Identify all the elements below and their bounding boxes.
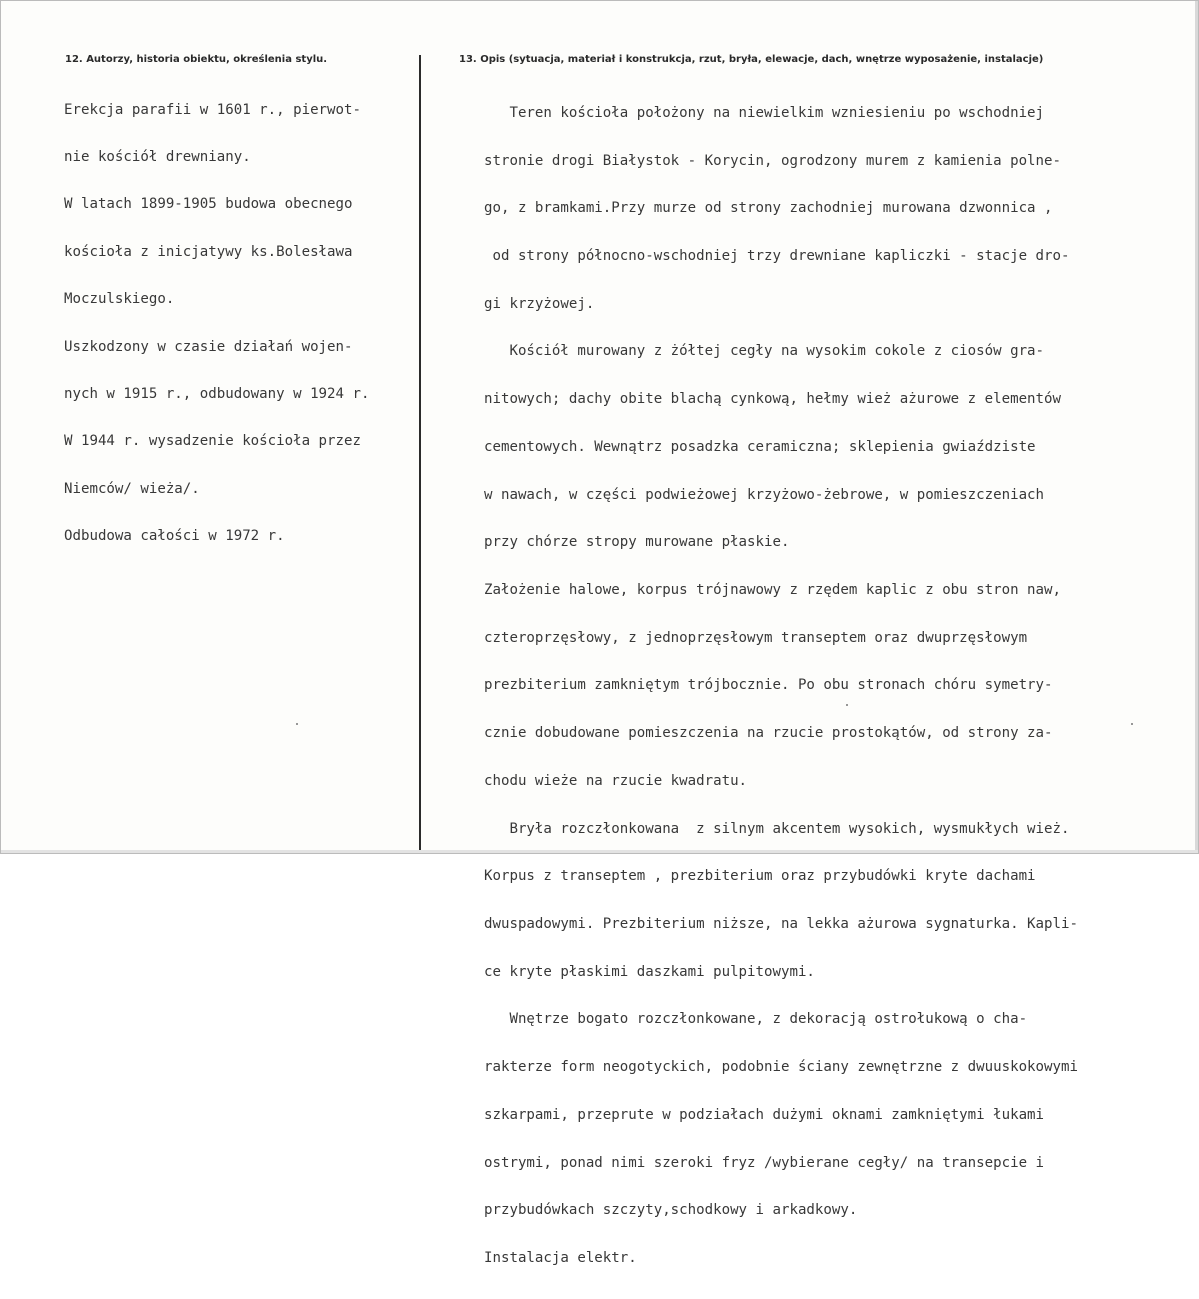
paper-speck — [1131, 723, 1133, 725]
description-text — [484, 74, 1078, 1299]
card-bottom-edge — [1, 850, 1198, 853]
history-text — [64, 71, 369, 577]
section-12-header: 12. Autorzy, historia obiektu, określenia stylu. — [65, 54, 328, 65]
description-line: stronie drogi Białystok - Korycin, ogrodzony murem z kamienia polne- — [484, 152, 1061, 169]
history-line: nie kościół drewniany. — [64, 148, 251, 165]
history-line: Niemców/ wieża/. — [64, 480, 200, 497]
history-line: Odbudowa całości w 1972 r. — [64, 528, 285, 545]
description-line: przybudówkach szczyty,schodkowy i arkadkowy. — [484, 1202, 858, 1219]
column-divider — [419, 55, 421, 851]
description-line: cznie dobudowane pomieszczenia na rzucie prostokątów, od strony za- — [484, 725, 1053, 742]
description-line: Wnętrze bogato rozczłonkowane, z dekoracją ostrołukową o cha- — [484, 1011, 1028, 1028]
description-line: Założenie halowe, korpus trójnawowy z rzędem kaplic z obu stron naw, — [484, 582, 1061, 598]
paper-speck — [846, 704, 848, 706]
description-line: nitowych; dachy obite blachą cynkową, hełmy wież ażurowe z elementów — [484, 391, 1061, 408]
description-line: Kościół murowany z żółtej cegły na wysokim cokole z ciosów gra- — [484, 343, 1045, 360]
description-line: Instalacja elektr. — [484, 1250, 637, 1267]
description-line: Korpus z transeptem , prezbiterium oraz przybudówki kryte dachami — [484, 868, 1036, 885]
history-line: kościoła z inicjatywy ks.Bolesława — [64, 243, 353, 260]
description-line: Teren kościoła położony na niewielkim wzniesieniu po wschodniej — [484, 104, 1045, 121]
history-line: Uszkodzony w czasie działań wojen- — [64, 338, 353, 355]
description-line: ce kryte płaskimi daszkami pulpitowymi. — [484, 963, 815, 980]
description-line: dwuspadowymi. Prezbiterium niższe, na lekka ażurowa sygnaturka. Kapli- — [484, 916, 1078, 933]
history-line: nych w 1915 r., odbudowany w 1924 r. — [64, 385, 370, 402]
description-line: czteroprzęsłowy, z jednoprzęsłowym transeptem oraz dwuprzęsłowym — [484, 629, 1028, 646]
history-line: Moczulskiego. — [64, 291, 175, 308]
description-line: szkarpami, przeprute w podziałach dużymi oknami zamkniętymi łukami — [484, 1106, 1045, 1123]
card-right-edge — [1195, 1, 1198, 853]
description-line: cementowych. Wewnątrz posadzka ceramiczna; sklepienia gwiaździste — [484, 438, 1036, 455]
description-line: od strony północno-wschodniej trzy drewniane kapliczki - stacje dro- — [484, 247, 1070, 264]
section-13-header: 13. Opis (sytuacja, materiał i konstrukcja, rzut, bryła, elewacje, dach, wnętrze wyposażenie, instalacje) — [459, 54, 1044, 65]
description-line: chodu wieże na rzucie kwadratu. — [484, 772, 748, 789]
description-line: w nawach, w części podwieżowej krzyżowo-żebrowe, w pomieszczeniach — [484, 486, 1045, 503]
description-line: rakterze form neogotyckich, podobnie ściany zewnętrzne z dwuuskokowymi — [484, 1059, 1078, 1076]
description-line: przy chórze stropy murowane płaskie. — [484, 534, 790, 551]
description-line: ostrymi, ponad nimi szeroki fryz /wybierane cegły/ na transepcie i — [484, 1154, 1045, 1171]
history-line: W 1944 r. wysadzenie kościoła przez — [64, 433, 361, 450]
description-line: go, z bramkami.Przy murze od strony zachodniej murowana dzwonnica , — [484, 200, 1053, 217]
description-line: prezbiterium zamkniętym trójbocznie. Po obu stronach chóru symetry- — [484, 677, 1053, 694]
description-line: Bryła rozczłonkowana z silnym akcentem wysokich, wysmukłych wież. — [484, 820, 1070, 837]
history-line: W latach 1899-1905 budowa obecnego — [64, 196, 353, 213]
description-line: gi krzyżowej. — [484, 295, 595, 312]
history-line: Erekcja parafii w 1601 r., pierwot- — [64, 101, 361, 118]
paper-speck — [296, 723, 298, 725]
